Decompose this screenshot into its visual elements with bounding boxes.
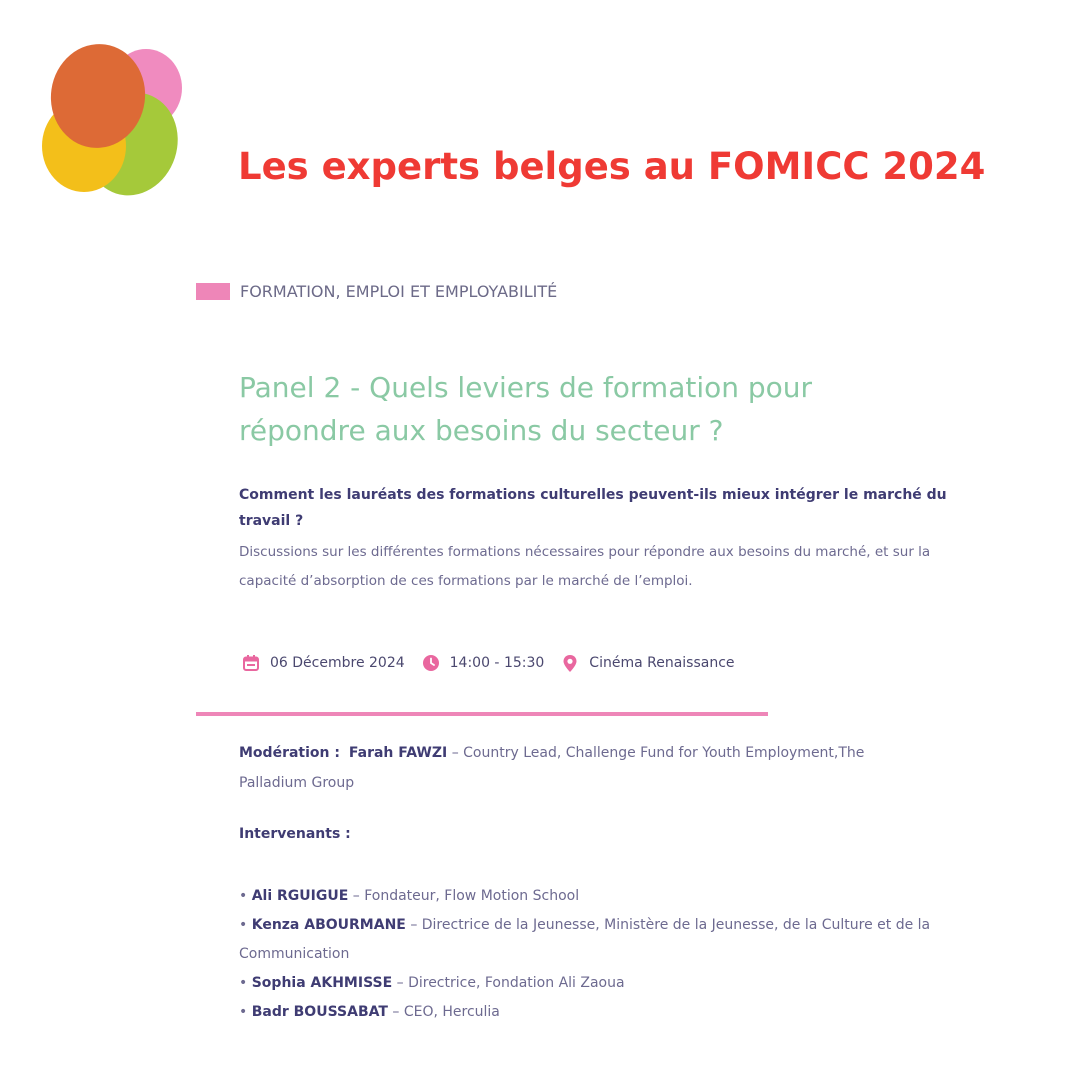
speaker-name: Ali RGUIGUE: [251, 888, 349, 904]
section-label: FORMATION, EMPLOI ET EMPLOYABILITÉ: [240, 282, 558, 301]
divider: [196, 712, 768, 716]
speaker-detail: – Directrice de la Jeunesse, Ministère de la Jeunesse, de la Culture et de la Communication: [239, 917, 931, 962]
moderation: [239, 738, 929, 798]
section-header: [196, 282, 557, 301]
panel-description: Discussions sur les différentes formations nécessaires pour répondre aux besoins du marché, et sur la capacité d’absorption de ces formations par le marché de l’emploi.: [239, 544, 931, 589]
panel-question: Comment les lauréats des formations culturelles peuvent-ils mieux intégrer le marché du travail ?: [239, 487, 947, 529]
speaker-item: • Kenza ABOURMANE – Directrice de la Jeunesse, Ministère de la Jeunesse, de la Culture et de la Communication: [239, 917, 931, 962]
event-location: Cinéma Renaissance: [589, 655, 735, 671]
section-marker: [196, 283, 230, 300]
calendar-icon: [241, 653, 261, 673]
speaker-item: • Ali RGUIGUE – Fondateur, Flow Motion School: [239, 888, 580, 904]
panel-title-line-2: répondre aux besoins du secteur ?: [239, 414, 724, 447]
speaker-detail: – Directrice, Fondation Ali Zaoua: [396, 975, 625, 991]
moderation-label: Modération :: [239, 745, 340, 761]
speakers-list: [239, 882, 939, 1027]
panel-title-line-1: Panel 2 - Quels leviers de formation pour: [239, 371, 813, 404]
main-title: Les experts belges au FOMICC 2024: [238, 145, 986, 188]
event-info: [241, 653, 751, 673]
clock-icon: [421, 653, 441, 673]
speaker-name: Badr BOUSSABAT: [251, 1004, 388, 1020]
event-time: 14:00 - 15:30: [449, 655, 545, 671]
speakers-heading: Intervenants :: [239, 826, 351, 842]
speaker-item: • Sophia AKHMISSE – Directrice, Fondation Ali Zaoua: [239, 975, 625, 991]
moderator-detail: – Country Lead, Challenge Fund for Youth Employment,The Palladium Group: [239, 745, 865, 791]
speaker-name: Sophia AKHMISSE: [251, 975, 393, 991]
fomicc-logo: [36, 36, 188, 200]
event-date: 06 Décembre 2024: [270, 655, 405, 671]
location-pin-icon: [560, 653, 580, 673]
speaker-detail: – CEO, Herculia: [392, 1004, 500, 1020]
speaker-item: • Badr BOUSSABAT – CEO, Herculia: [239, 1004, 500, 1020]
moderator-name: Farah FAWZI: [348, 745, 448, 761]
speaker-detail: – Fondateur, Flow Motion School: [352, 888, 580, 904]
panel-title: [239, 366, 889, 452]
speaker-name: Kenza ABOURMANE: [251, 917, 406, 933]
